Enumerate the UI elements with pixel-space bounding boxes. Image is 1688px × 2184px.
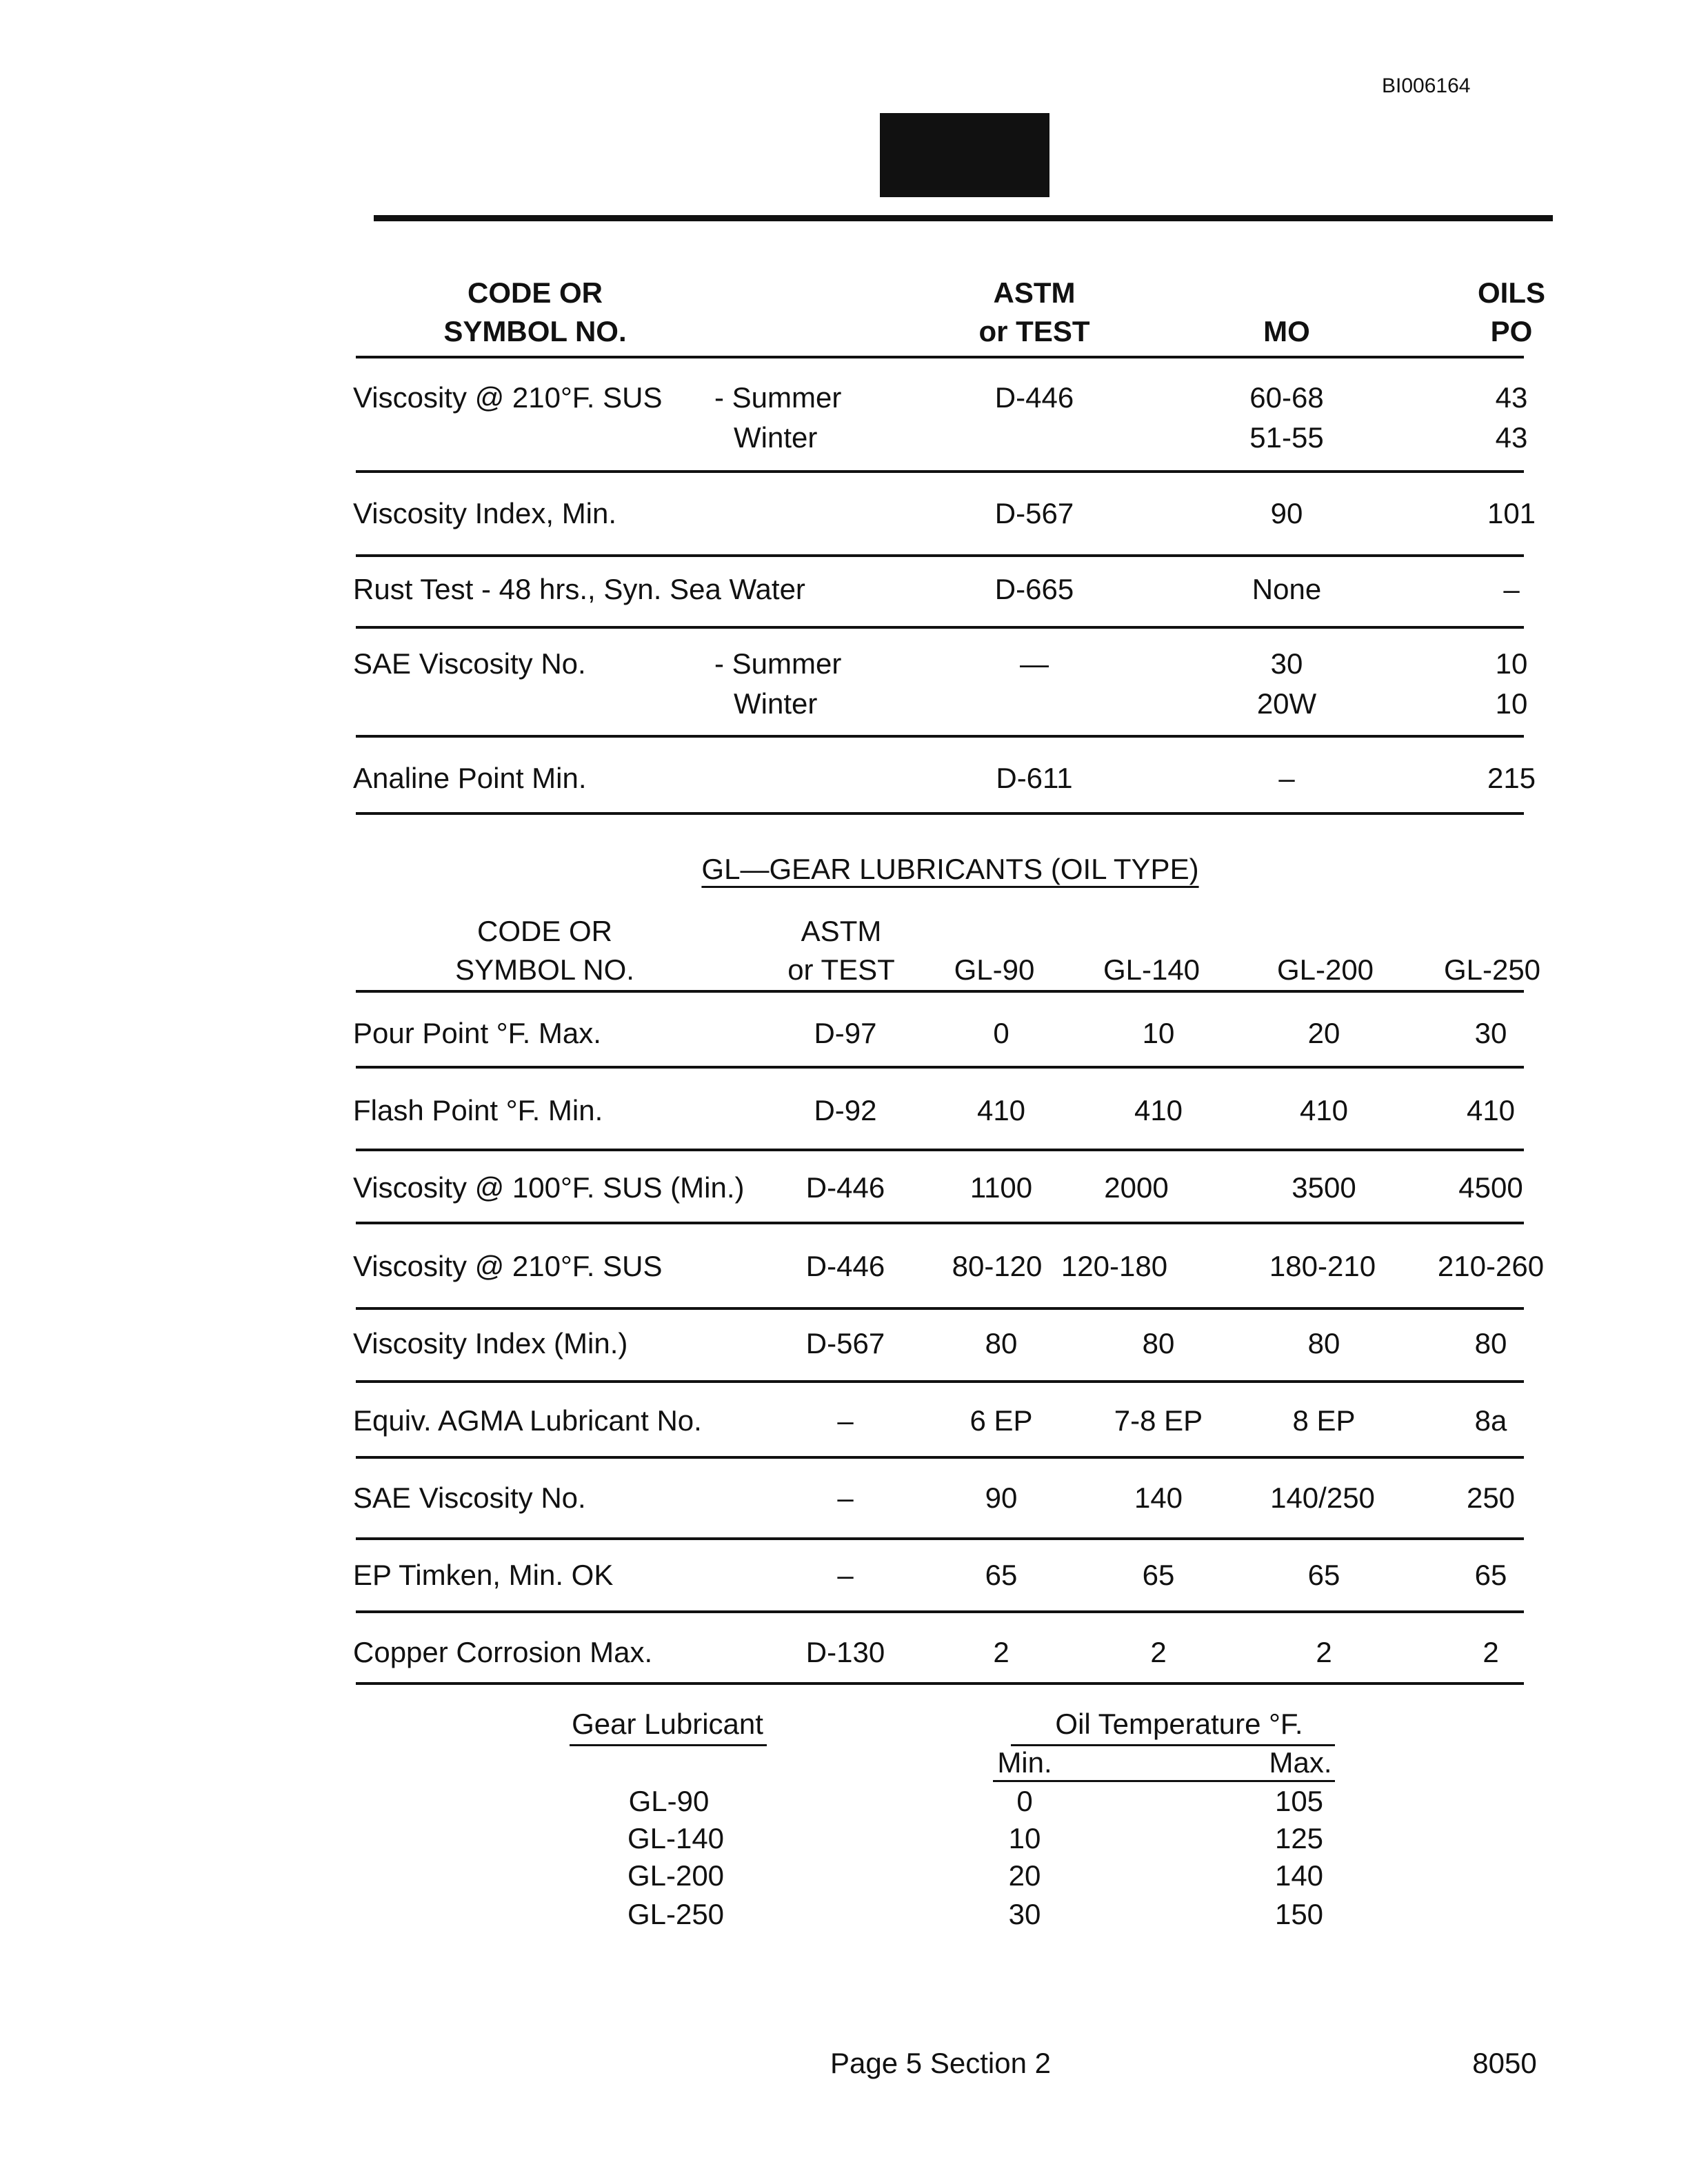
row-label: Viscosity @ 210°F. SUS [353, 381, 663, 414]
astm-header-line2: or TEST [787, 953, 895, 986]
table-rule [356, 554, 1524, 557]
table-rule [356, 1456, 1524, 1459]
astm-value: D-446 [805, 1171, 885, 1204]
gl-section-title: GL—GEAR LUBRICANTS (OIL TYPE) [701, 853, 1199, 885]
max-header: Max. [1269, 1746, 1332, 1779]
gl140-value: 65 [1142, 1559, 1175, 1591]
gl140-value: 7-8 EP [1114, 1404, 1203, 1437]
table-rule [356, 356, 1524, 358]
gear-name: GL-200 [627, 1859, 725, 1892]
gl250-value: 65 [1474, 1559, 1507, 1591]
table-rule [356, 812, 1524, 815]
header-underline [570, 1744, 767, 1746]
mo-value: 60-68 [1249, 381, 1324, 414]
code-header-line1: CODE OR [476, 915, 613, 947]
gl-column-header: GL-200 [1276, 953, 1374, 986]
astm-value: D-567 [994, 497, 1074, 529]
gl140-value: 10 [1142, 1017, 1175, 1049]
po-value: 43 [1495, 381, 1528, 414]
gl200-value: 2 [1316, 1636, 1332, 1668]
table-rule [356, 470, 1524, 473]
po-value: 215 [1487, 762, 1536, 794]
gear-name: GL-250 [627, 1898, 725, 1930]
po-value: 101 [1487, 497, 1536, 529]
gl90-value: 90 [985, 1482, 1018, 1514]
gl140-value: 410 [1134, 1094, 1183, 1126]
table-rule [356, 1222, 1524, 1224]
row-sublabel: Winter [734, 687, 818, 720]
gl250-value: 8a [1474, 1404, 1507, 1437]
max-temp: 125 [1274, 1822, 1324, 1854]
gl200-value: 20 [1307, 1017, 1340, 1049]
gl140-value: 2000 [1104, 1171, 1169, 1204]
row-label: Pour Point °F. Max. [353, 1017, 601, 1049]
gl250-value: 410 [1466, 1094, 1516, 1126]
astm-value: D-665 [994, 573, 1074, 605]
min-header: Min. [997, 1746, 1052, 1779]
min-temp: 20 [1008, 1859, 1041, 1892]
row-label: Rust Test - 48 hrs., Syn. Sea Water [353, 573, 805, 605]
table-rule [356, 1149, 1524, 1151]
min-temp: 0 [1016, 1785, 1033, 1817]
gl250-value: 210-260 [1437, 1250, 1545, 1282]
mo-value: 90 [1270, 497, 1303, 529]
mo-header: MO [1263, 315, 1310, 347]
gl250-value: 80 [1474, 1327, 1507, 1359]
row-label: Analine Point Min. [353, 762, 587, 794]
gl90-value: 1100 [969, 1171, 1033, 1204]
gl90-value: 80-120 [952, 1250, 1043, 1282]
gl-column-header: GL-90 [954, 953, 1035, 986]
astm-value: D-446 [994, 381, 1074, 414]
oil-temperature-header: Oil Temperature °F. [1055, 1708, 1303, 1740]
table-rule [356, 990, 1524, 993]
table-rule [356, 735, 1524, 738]
code-header-line1: CODE OR [467, 276, 603, 309]
gl140-value: 120-180 [1061, 1250, 1168, 1282]
gl200-value: 410 [1299, 1094, 1349, 1126]
row-label: Flash Point °F. Min. [353, 1094, 603, 1126]
astm-value: D-92 [814, 1094, 877, 1126]
gl90-value: 65 [985, 1559, 1018, 1591]
table-rule [356, 1380, 1524, 1383]
gl200-value: 80 [1307, 1327, 1340, 1359]
row-label: Viscosity @ 100°F. SUS (Min.) [353, 1171, 745, 1204]
company-logo [880, 113, 1049, 197]
row-label: SAE Viscosity No. [353, 1482, 586, 1514]
astm-value: – [837, 1482, 854, 1514]
code-header-line2: SYMBOL NO. [443, 315, 627, 347]
row-label: Copper Corrosion Max. [353, 1636, 653, 1668]
mo-value: None [1252, 573, 1322, 605]
gl90-value: 410 [976, 1094, 1026, 1126]
gl-column-header: GL-140 [1103, 953, 1200, 986]
mo-value: 20W [1256, 687, 1317, 720]
gl250-value: 4500 [1458, 1171, 1523, 1204]
gl200-value: 3500 [1292, 1171, 1356, 1204]
astm-value: D-446 [805, 1250, 885, 1282]
astm-header-line2: or TEST [978, 315, 1090, 347]
document-id: BI006164 [1382, 74, 1471, 97]
po-value: 43 [1495, 421, 1528, 454]
gl140-value: 2 [1150, 1636, 1167, 1668]
gear-name: GL-140 [627, 1822, 725, 1854]
row-label: Viscosity Index (Min.) [353, 1327, 628, 1359]
gl200-value: 65 [1307, 1559, 1340, 1591]
po-header-line2: PO [1490, 315, 1533, 347]
min-temp: 30 [1008, 1898, 1041, 1930]
po-value: 10 [1495, 687, 1528, 720]
table-rule [356, 1610, 1524, 1613]
max-temp: 105 [1274, 1785, 1324, 1817]
gl250-value: 2 [1483, 1636, 1499, 1668]
gear-lubricant-header: Gear Lubricant [572, 1708, 763, 1740]
row-sublabel: - Summer [714, 647, 842, 680]
astm-value: – [837, 1559, 854, 1591]
max-temp: 150 [1274, 1898, 1324, 1930]
header-underline [993, 1780, 1335, 1782]
po-value: – [1503, 573, 1520, 605]
row-label: Viscosity @ 210°F. SUS [353, 1250, 663, 1282]
table-rule [356, 626, 1524, 629]
max-temp: 140 [1274, 1859, 1324, 1892]
astm-header-line1: ASTM [993, 276, 1076, 309]
gl250-value: 30 [1474, 1017, 1507, 1049]
header-rule [374, 215, 1553, 221]
page-number: Page 5 Section 2 [830, 2047, 1051, 2079]
astm-value: — [1020, 647, 1049, 680]
astm-header-line1: ASTM [801, 915, 882, 947]
code-header-line2: SYMBOL NO. [455, 953, 634, 986]
row-label: Equiv. AGMA Lubricant No. [353, 1404, 702, 1437]
min-temp: 10 [1008, 1822, 1041, 1854]
gl90-value: 80 [985, 1327, 1018, 1359]
row-label: EP Timken, Min. OK [353, 1559, 614, 1591]
row-sublabel: - Summer [714, 381, 842, 414]
mo-value: – [1278, 762, 1295, 794]
astm-value: D-567 [805, 1327, 885, 1359]
mo-value: 30 [1270, 647, 1303, 680]
gear-name: GL-90 [628, 1785, 710, 1817]
astm-value: D-130 [805, 1636, 885, 1668]
astm-value: D-97 [814, 1017, 877, 1049]
gl90-value: 2 [993, 1636, 1009, 1668]
astm-value: D-611 [996, 762, 1073, 794]
table-rule [356, 1682, 1524, 1685]
document-number: 8050 [1472, 2047, 1537, 2079]
gl90-value: 0 [993, 1017, 1009, 1049]
astm-value: – [837, 1404, 854, 1437]
gl250-value: 250 [1466, 1482, 1516, 1514]
row-label: SAE Viscosity No. [353, 647, 586, 680]
table-rule [356, 1537, 1524, 1540]
mo-value: 51-55 [1249, 421, 1324, 454]
po-header-line1: OILS [1477, 276, 1546, 309]
table-rule [356, 1066, 1524, 1069]
po-value: 10 [1495, 647, 1528, 680]
gl90-value: 6 EP [969, 1404, 1033, 1437]
gl200-value: 140/250 [1270, 1482, 1375, 1514]
gl140-value: 80 [1142, 1327, 1175, 1359]
gl200-value: 180-210 [1269, 1250, 1376, 1282]
row-sublabel: Winter [734, 421, 818, 454]
row-label: Viscosity Index, Min. [353, 497, 617, 529]
table-rule [356, 1307, 1524, 1310]
gl200-value: 8 EP [1292, 1404, 1356, 1437]
gl-column-header: GL-250 [1443, 953, 1541, 986]
gl140-value: 140 [1134, 1482, 1183, 1514]
